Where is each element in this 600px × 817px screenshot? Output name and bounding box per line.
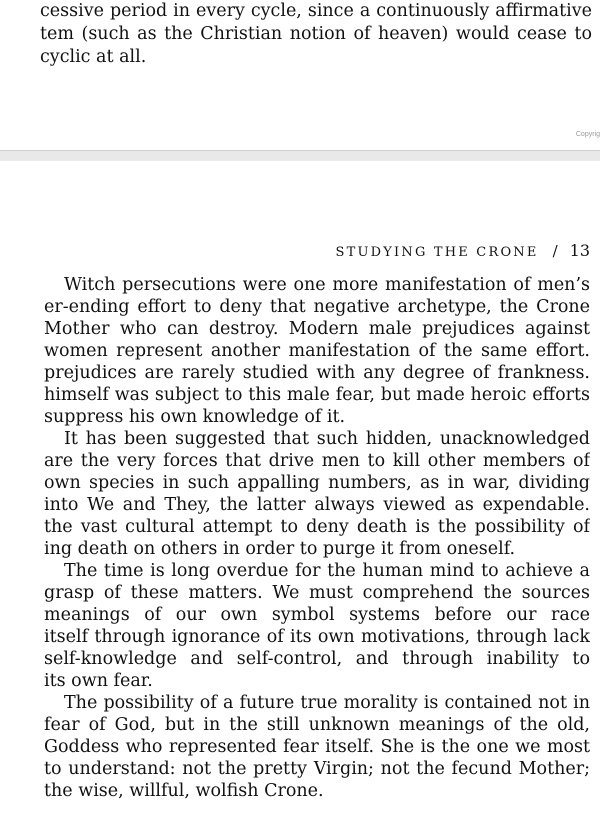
text-line: the wise, willful, wolfish Crone.: [44, 781, 324, 801]
text-line: own species in such appalling numbers, as in war, dividing: [44, 473, 590, 493]
paragraph-first-line: The time is long overdue for the human mind to achieve a: [64, 561, 590, 581]
running-header: [336, 241, 590, 260]
current-page: [0, 161, 600, 817]
text-line: Mother who can destroy. Modern male prejudices against: [44, 319, 590, 339]
paragraph-first-line: It has been suggested that such hidden, unacknowledged: [64, 429, 590, 449]
text-line: Goddess who represented fear itself. She is the one we most: [44, 737, 590, 757]
text-line: meanings of our own symbol systems before our race: [44, 605, 590, 625]
text-line: grasp of these matters. We must comprehend the sources: [44, 583, 590, 603]
text-line: fear of God, but in the still unknown meanings of the old,: [44, 715, 590, 735]
text-line: er-ending effort to deny that negative archetype, the Crone: [44, 297, 590, 317]
text-line: the vast cultural attempt to deny death is the possibility of: [44, 517, 590, 537]
text-line: are the very forces that drive men to kill other members of: [44, 451, 590, 471]
text-line: cessive period in every cycle, since a continuously affirmative: [40, 1, 592, 21]
paragraph-first-line: Witch persecutions were one more manifestation of men’s: [64, 275, 590, 295]
text-line: tem (such as the Christian notion of heaven) would cease to: [40, 24, 592, 44]
page-number: 13: [569, 241, 590, 260]
text-line: its own fear.: [44, 671, 153, 691]
text-line: prejudices are rarely studied with any degree of frankness.: [44, 363, 590, 383]
text-line: into We and They, the latter always viewed as expendable.: [44, 495, 590, 515]
text-line: self-knowledge and self-control, and through inability to: [44, 649, 590, 669]
text-line: ing death on others in order to purge it from oneself.: [44, 539, 516, 559]
text-line: itself through ignorance of its own motivations, through lack: [44, 627, 590, 647]
text-line: cyclic at all.: [40, 47, 147, 67]
header-separator: /: [552, 242, 558, 260]
text-line: himself was subject to this male fear, but made heroic efforts: [44, 385, 590, 405]
running-title: STUDYING THE CRONE: [335, 245, 539, 260]
text-line: suppress his own knowledge of it.: [44, 407, 346, 427]
previous-page-text: [40, 0, 592, 69]
text-line: to understand: not the pretty Virgin; not the fecund Mother;: [44, 759, 590, 779]
text-line: women represent another manifestation of the same effort.: [44, 341, 590, 361]
copyright-notice: Copyrig: [575, 131, 600, 138]
paragraph-first-line: The possibility of a future true morality is contained not in: [64, 693, 590, 713]
previous-page: [0, 0, 600, 148]
page-body-text: [44, 274, 590, 802]
